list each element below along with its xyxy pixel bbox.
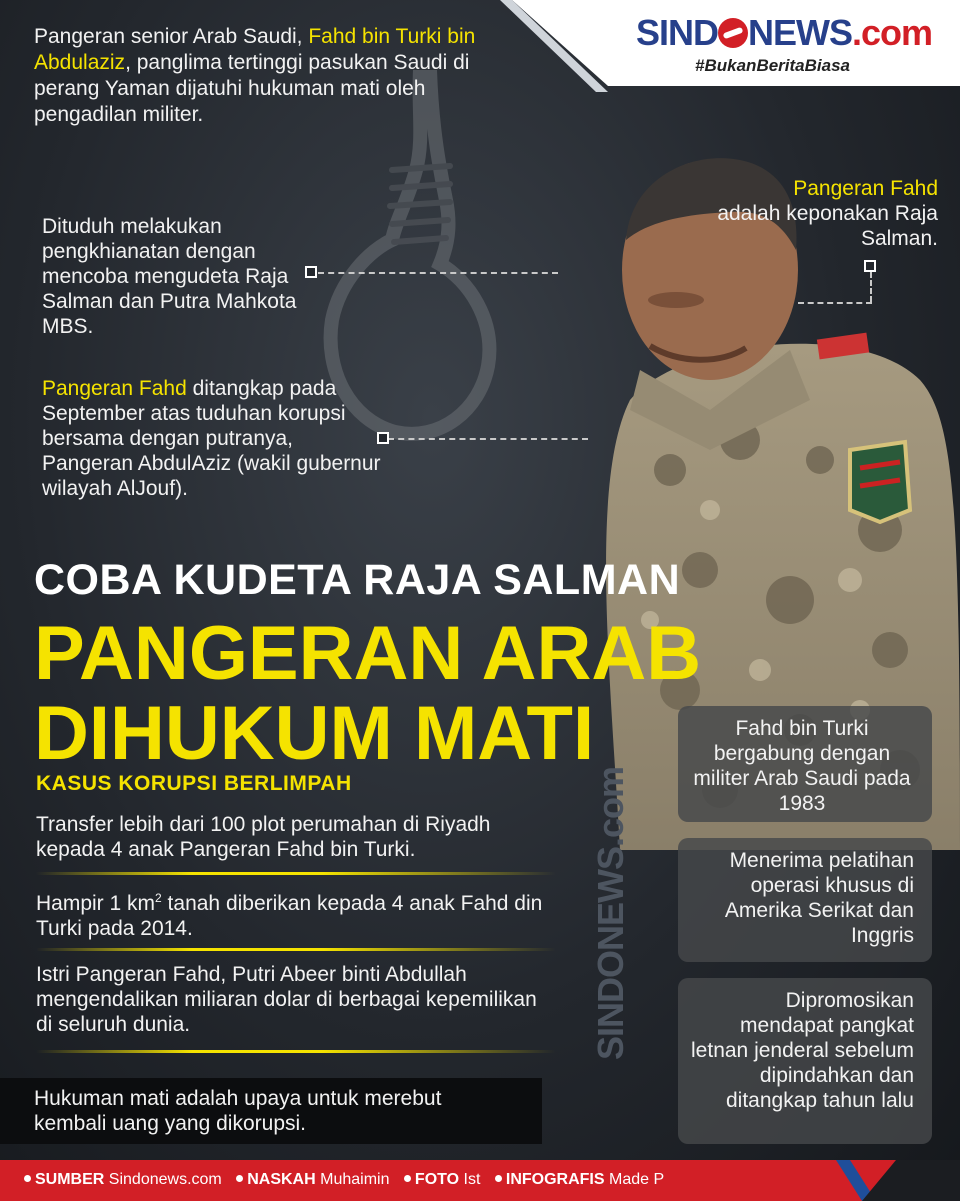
logo-o-icon	[718, 18, 748, 48]
divider	[36, 1050, 556, 1053]
bullet-icon	[404, 1175, 411, 1182]
connector-marker	[377, 432, 389, 444]
bullet-icon	[236, 1175, 243, 1182]
prince-name-highlight: Fahd bin Turki bin Abdulaziz	[34, 25, 476, 74]
vertical-watermark: SINDONEWS.com	[590, 766, 631, 1060]
headline-line-1: PANGERAN ARAB	[34, 611, 702, 696]
hashtag: #BukanBeritaBiasa	[695, 56, 850, 75]
conclusion-box: Hukuman mati adalah upaya untuk merebut kembali uang yang dikorupsi.	[0, 1078, 542, 1144]
credit-writer: NASKAH Muhaimin	[236, 1171, 389, 1188]
bullet-icon	[24, 1175, 31, 1182]
career-card: Dipromosikan mendapat pangkat letnan jenderal sebelum dipindahkan dan ditangkap tahun lalu	[678, 978, 932, 1144]
bullet-icon	[495, 1175, 502, 1182]
credit-infographic: INFOGRAFIS Made P	[495, 1171, 664, 1188]
arrest-note: Pangeran Fahd ditangkap pada September atas tuduhan korupsi bersama dengan putranya, Pangeran AbdulAziz (wakil gubernur wilayah AlJouf).	[42, 377, 381, 500]
connector-marker	[864, 260, 876, 272]
connector-line-vertical	[870, 272, 872, 302]
connector-line	[318, 272, 558, 274]
intro-text: Pangeran senior Arab Saudi, Fahd bin Turki bin Abdulaziz, panglima tertinggi pasukan Saudi di perang Yaman dijatuhi hukuman mati oleh pengadilan militer.	[34, 25, 476, 126]
credit-photo: FOTO Ist	[404, 1171, 481, 1188]
career-card: Menerima pelatihan operasi khusus di Amerika Serikat dan Inggris	[678, 838, 932, 962]
connector-line	[798, 302, 872, 304]
credits	[24, 1171, 674, 1189]
headline-line-2: DIHUKUM MATI	[34, 691, 595, 776]
corruption-fact: Transfer lebih dari 100 plot perumahan di Riyadh kepada 4 anak Pangeran Fahd bin Turki.	[36, 813, 491, 861]
sindonews-logo: SIND NEWS.com	[635, 12, 932, 53]
connector-marker	[305, 266, 317, 278]
corruption-heading: KASUS KORUPSI BERLIMPAH	[36, 772, 352, 795]
credit-source: SUMBER Sindonews.com	[24, 1171, 222, 1188]
headline-kicker: COBA KUDETA RAJA SALMAN	[34, 556, 681, 604]
corruption-fact: Istri Pangeran Fahd, Putri Abeer binti Abdullah mengendalikan miliaran dolar di berbagai kepemilikan di seluruh dunia.	[36, 963, 537, 1036]
connector-line	[388, 438, 588, 440]
divider	[36, 872, 556, 875]
divider	[36, 948, 556, 951]
accusation-note: Dituduh melakukan pengkhianatan dengan mencoba mengudeta Raja Salman dan Putra Mahkota MBS.	[42, 215, 297, 338]
nephew-note: Pangeran Fahd adalah keponakan Raja Salman.	[717, 177, 938, 250]
corruption-fact: Hampir 1 $km^2$ tanah diberikan kepada 4 anak Fahd din Turki pada 2014.	[36, 891, 543, 940]
career-card: Fahd bin Turki bergabung dengan militer Arab Saudi pada 1983	[678, 706, 932, 822]
